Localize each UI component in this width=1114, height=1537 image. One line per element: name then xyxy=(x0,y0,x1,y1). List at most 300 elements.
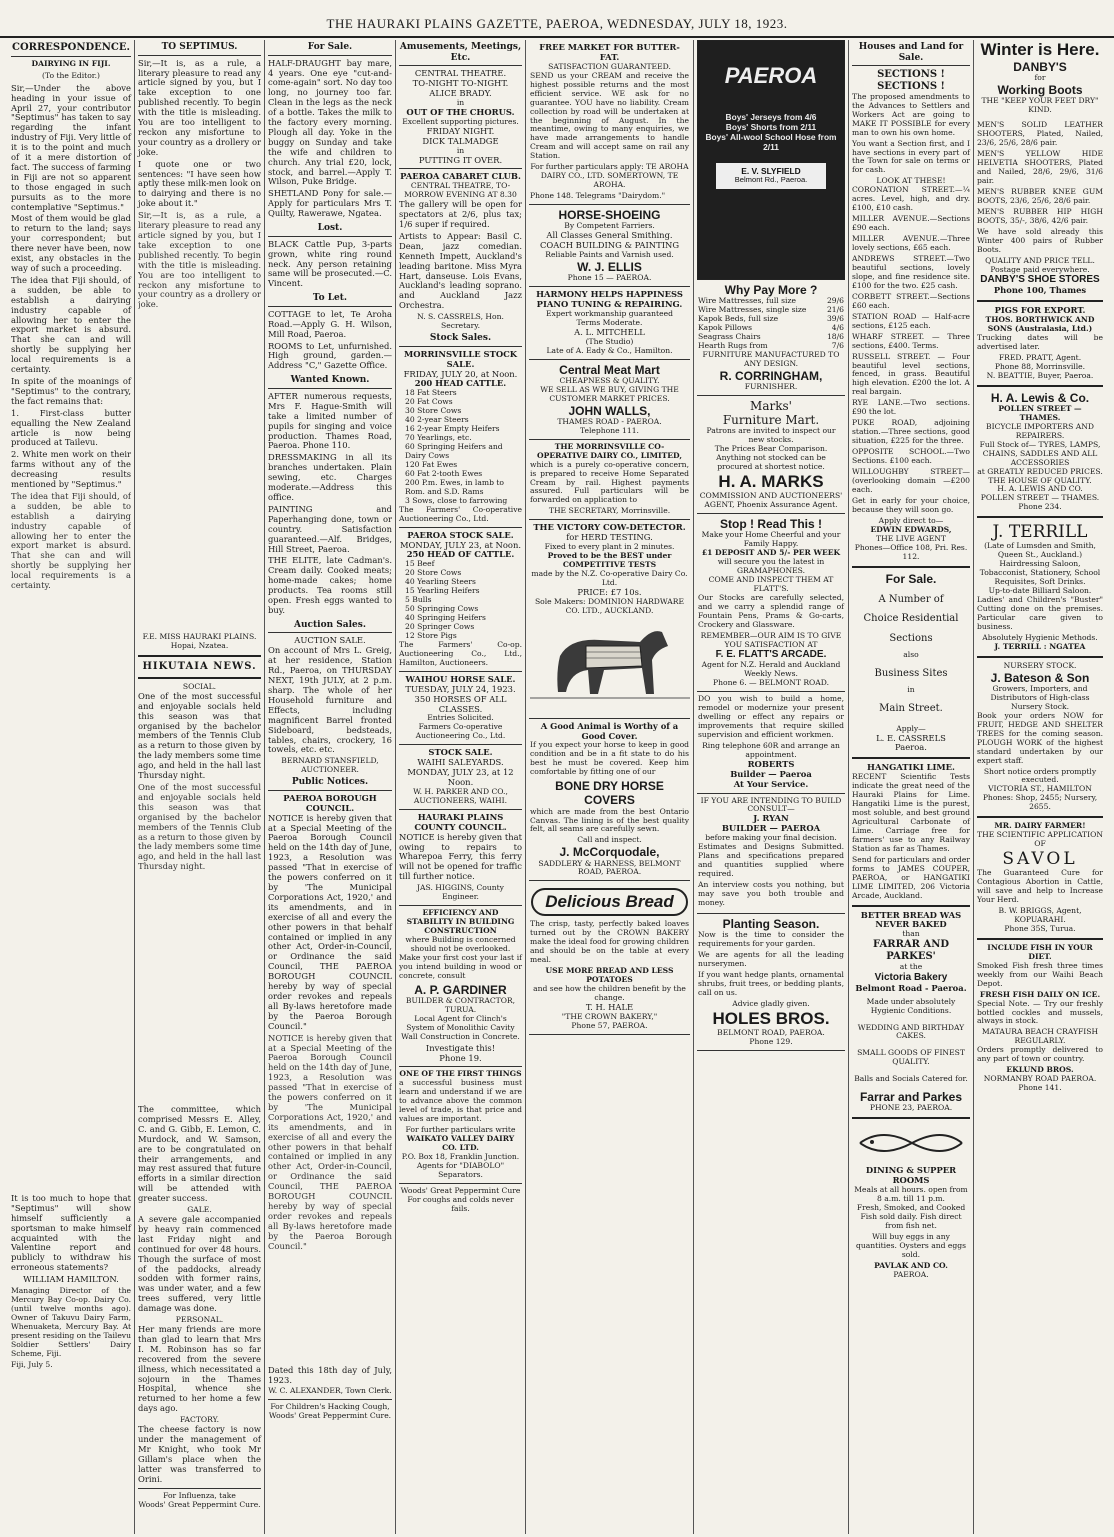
slyfield-line: Boys' Jerseys from 4/6 xyxy=(725,111,817,122)
for-sale-line: Main Street. xyxy=(879,702,943,714)
classified-ad: ROOMS to Let, unfurnished. High ground, garden.—Address "C," Gazette Office. xyxy=(268,340,392,371)
danbys-stores: DANBY'S SHOE STORES xyxy=(980,274,1100,286)
price-value: 7/6 xyxy=(831,340,844,350)
terrill-line: (Late of Lumsden and Smith, Queen St., Auckland.) xyxy=(984,541,1096,560)
dairy-farmer-title: MR. DAIRY FARMER! xyxy=(994,821,1086,831)
price-item: Kapok Beds, full size xyxy=(698,314,779,324)
piano-line: Terms Moderate. xyxy=(576,317,643,327)
ryan-text: An interview costs you nothing, but may save you both trouble and money. xyxy=(698,880,844,907)
butter-fat-text: SEND us your CREAM and receive the highest possible returns and the most efficient service. WE ask for no guarantee. YOU have no liability. Cream collection by road will be undertaken at the beginning of August. In the meantime, owing to many enquiries, we have made arrangements to handle Cream and will accept same on rail any Station. xyxy=(530,70,689,161)
pigs-text: Trucking dates will be advertised later. xyxy=(977,332,1103,351)
price-list xyxy=(698,297,844,351)
horse-sale-line: Farmers Co-operative Auctioneering Co., Ltd. xyxy=(415,722,506,741)
section-listing: ANDREWS STREET.—Two beautiful sections, lovely slope, and fine residence site. £100 for the two. £25 cash. xyxy=(852,254,970,290)
county-council-title: HAURAKI PLAINS COUNTY COUNCIL. xyxy=(414,811,507,832)
news-paragraph: One of the most successful and enjoyable socials held this season was that organised by the bachelor members of the Tennis Club as a return to those given by the lady members some time ago, and held in the hall last Thursday night. xyxy=(138,783,261,872)
call-inspect: Call and inspect. xyxy=(577,835,642,845)
better-bread-line: Made under absolutely Hygienic Conditions. xyxy=(866,996,956,1015)
price-item: Wire Mattresses, single size xyxy=(698,305,807,315)
county-notice: NOTICE is hereby given that owing to repairs to Wharepoa Ferry, this ferry will not be opened for traffic till further notice. xyxy=(399,831,522,882)
fish-line: FRESH FISH DAILY ON ICE. xyxy=(979,989,1101,999)
morrinsville-dairy-title: THE MORRINSVILLE CO-OPERATIVE DAIRY CO., LIMITED, xyxy=(537,441,682,460)
letter-paragraph: Most of them would be glad to return to the land; says your correspondent; but there never have been, now exist, any obstacles in the way of such a proceeding. xyxy=(11,213,131,274)
boot-item: MEN'S RUBBER KNEE GUM BOOTS, 23/6, 25/6, 28/6 pair. xyxy=(977,186,1103,205)
column-correspondence xyxy=(8,40,134,1534)
bateson-line: VICTORIA ST., HAMILTON xyxy=(988,784,1092,794)
list-item: 40 Yearling Steers xyxy=(405,577,476,587)
letter-paragraph: The idea that Fiji should, of a sudden, be able to establish a dairying industry capable of allowing her to enter the export market is absurd. That she can and will shortly be supplying her local requirements is a certainty. xyxy=(11,491,131,591)
dining-text: Will buy eggs in any quantities. Oysters and eggs sold. xyxy=(855,1231,967,1259)
section-listing: WHARF STREET. — Three sections, £400. Terms. xyxy=(852,331,970,350)
stock-sale-head: 200 HEAD CATTLE. xyxy=(414,378,507,389)
gardiner-line: Local Agent for Clinch's System of Monolithic Cavity Wall Construction in Concrete. xyxy=(401,1013,520,1041)
list-item: 20 Store Cows xyxy=(405,568,462,578)
ryan-line: BUILDER — PAEROA xyxy=(721,823,821,834)
horse-sale-line: Entries Solicited. xyxy=(427,713,494,723)
eklund-name: EKLUND BROS. xyxy=(1006,1065,1074,1075)
holes-bros-name: HOLES BROS. xyxy=(712,1008,830,1028)
auction-sales-heading: Auction Sales. xyxy=(268,618,392,634)
town-clerk: W. C. ALEXANDER, Town Clerk. xyxy=(268,1386,392,1396)
gardiner-line: Investigate this! xyxy=(425,1042,496,1053)
slyfield-line: Boys' All-wool School Hose from 2/11 xyxy=(705,131,837,152)
column-septimus xyxy=(134,40,264,1534)
cow-detector-line: Fixed to every plant in 2 minutes. xyxy=(544,542,675,552)
section-listing: RYE LANE.—Two sections. £90 the lot. xyxy=(852,398,970,417)
news-paragraph: The cheese factory is now under the management of Mr Knight, who took Mr Gillam's place when the latter was transferred to Orini. xyxy=(138,1424,261,1484)
sections-title: SECTIONS ! SECTIONS ! xyxy=(877,69,945,93)
horse-sale-date: TUESDAY, JULY 24, 1923. xyxy=(405,683,516,694)
notice-text: NOTICE is hereby given that at a Special Meeting of the Paeroa Borough Council held on the 14th day of June, 1923, a Resolution was passed "That in exercise of the powers conferred on it by 'The Municipal Corporations Act, 1920,' and its amendments, and in exercise of all and every the other powers in that behalf contained or implied in any other Act, Order-in-Council, or Ordinance the said Council, THE PAEROA BOROUGH COUNCIL hereby by way of special order revokes and repeals all By-laws heretofore made by the Paeroa Borough Council." xyxy=(268,1033,392,1251)
savol-name: SAVOL xyxy=(1002,849,1078,870)
farrar-parkes: FARRAR AND PARKES' xyxy=(872,939,949,963)
cow-detector-line: made by the N.Z. Co-operative Dairy Co. Ltd. xyxy=(531,569,688,587)
first-things-text: a successful business must learn and understand if we are to advance above the common level of trade, is that price and values are important. xyxy=(399,1078,522,1124)
piano-title: PIANO TUNING & REPAIRING. xyxy=(536,299,683,309)
good-animal-title: A Good Animal is Worthy of a Good Cover. xyxy=(540,720,679,741)
slyfield-address: Belmont Rd., Paeroa. xyxy=(734,175,808,185)
list-item: 3 Sows, close to farrowing xyxy=(405,495,508,505)
for-sale-title: For Sale. xyxy=(885,571,937,586)
column-boots-and-more xyxy=(973,40,1106,1534)
lewis-line: POLLEN STREET — THAMES. xyxy=(980,493,1100,503)
section-listing: CORONATION STREET.—¼ acres. Level, high, and dry. £100, £10 cash. xyxy=(852,185,970,213)
fish-text: Special Note. — Try our freshly bottled cockles and mussels, always in stock. xyxy=(977,998,1103,1026)
section-listing: RUSSELL STREET. — Four beautiful level sections, fenced, in grass. Beautiful high elevation. £200 the lot. A real bargain. xyxy=(852,351,970,397)
section-listing: STATION ROAD — Half-acre sections, £125 each. xyxy=(852,311,970,330)
stock-sale-head: 250 HEAD OF CATTLE. xyxy=(406,549,515,560)
stock-sale-date: FRIDAY, JULY 20, at Noon. xyxy=(403,368,518,379)
marks-line: The Prices Bear Comparison. xyxy=(714,444,828,454)
marks-title: Furniture Mart. xyxy=(722,413,820,428)
lewis-line: H. A. LEWIS AND CO. xyxy=(997,484,1083,494)
bakery-phone: Phone 57, PAEROA. xyxy=(571,1020,648,1030)
meat-mart-line: WE SELL AS WE BUY, GIVING THE CUSTOMER MARKET PRICES. xyxy=(540,384,679,403)
horse-illustration xyxy=(530,616,690,712)
news-paragraph: A severe gale accompanied by heavy rain commenced last Friday night and continued for over 48 hours. Though the surface of most of the paddocks, already sodden with former rains, was under water, and a few trees suffered, very little damage was done. xyxy=(138,1214,261,1314)
danbys-line: for xyxy=(1034,73,1046,83)
for-sale-line: Choice Residential xyxy=(863,613,959,625)
horse-shoeing-line: Reliable Paints and Varnish used. xyxy=(545,250,674,260)
stock-list xyxy=(399,389,522,505)
list-item: 20 Fat Cows xyxy=(405,397,453,407)
holes-bros-line: BELMONT ROAD, PAEROA. xyxy=(717,1027,825,1037)
sections-text: You want a Section first, and I have sections in every part of the Town for sale on terms or for cash. xyxy=(852,138,970,175)
john-walls-name: JOHN WALLS, xyxy=(568,403,651,418)
efficiency-line: where Building is concerned should not be overlooked. xyxy=(405,934,516,953)
list-item: 40 Springing Heifers xyxy=(405,613,486,623)
morrinsville-dairy-line: THE SECRETARY, Morrinsville. xyxy=(548,506,671,516)
pigs-line: Phone 88, Morrinsville. xyxy=(994,361,1086,371)
meat-mart-title: Central Meat Mart xyxy=(559,362,660,377)
ellis-phone: Phone 15 — PAEROA. xyxy=(567,273,652,283)
classified-ad: PAINTING and Paperhanging done, town or country. Satisfaction guaranteed.—Alf. Bridges, Hill Street, Paeroa. xyxy=(268,503,392,554)
for-sale-heading: For Sale. xyxy=(268,40,392,56)
list-item: 30 Store Cows xyxy=(405,406,462,416)
bread-line: USE MORE BREAD AND LESS POTATOES xyxy=(545,966,674,985)
waihi-line: MONDAY, JULY 23, at 12 Noon. xyxy=(407,767,514,787)
stop-read-line: REMEMBER—OUR AIM IS TO GIVE YOU SATISFACTION AT xyxy=(700,630,842,649)
theatre-line: TO-NIGHT TO-NIGHT. xyxy=(412,78,509,89)
slyfield-ad xyxy=(697,40,845,280)
bread-line: and see how the children benefit by the change. xyxy=(533,984,686,1003)
cassrels-name: L. E. CASSRELS xyxy=(876,732,946,743)
savol-text: The Guaranteed Cure for Contagious Abortion in Cattle, will save and help to Increase Your Herd. xyxy=(977,868,1103,905)
slyfield-logo: PAEROA xyxy=(724,63,818,88)
boot-item: MEN'S YELLOW HIDE HELVETIA SHOOTERS, Plated and Nailed, 28/6, 29/6, 31/6 pair. xyxy=(977,149,1103,185)
personal-heading: PERSONAL. xyxy=(175,1315,224,1325)
masthead-title: THE HAURAKI PLAINS GAZETTE, PAEROA, WEDNESDAY, JULY 18, 1923. xyxy=(326,16,788,31)
list-item: 200 P.m. Ewes, in lamb to Rom. and S.D. Rams xyxy=(405,477,504,496)
stop-read-line: will secure you the latest in GRAMAPHONES. xyxy=(717,556,825,575)
price-value: 29/6 xyxy=(826,296,844,306)
classified-ad: SHETLAND Pony for sale.—Apply for particulars Mrs T. Quilty, Rawerawe, Ngatea. xyxy=(268,188,392,219)
price-value: 4/6 xyxy=(831,323,844,333)
piano-line: Expert workmanship guaranteed xyxy=(546,308,673,318)
theatre-line: DICK TALMADGE xyxy=(422,135,499,146)
sections-text: The proposed amendments to the Advances to Settlers and Workers Act are going to MAKE IT POSSIBLE for every man to own his own home. xyxy=(852,91,970,137)
planting-text: Now is the time to consider the requirements for your garden. xyxy=(698,930,844,948)
for-sale-line: also xyxy=(903,650,919,660)
list-item: 60 Fat 2-tooth Ewes xyxy=(405,468,483,478)
builder-line: Ring telephone 60R and arrange an appointment. xyxy=(702,740,840,759)
classified-ad: DRESSMAKING in all its branches undertaken. Plain sewing, etc. Charges moderate.—Address this office. xyxy=(268,452,392,502)
corringham-line: FURNISHER. xyxy=(744,381,798,391)
section-listing: MILLER AVENUE.—Sections £90 each. xyxy=(852,214,970,233)
savol-agent: B. W. BRIGGS, Agent, KOPUARAHI. xyxy=(998,906,1082,924)
dining-line: Meals at all hours. open from 8 a.m. till 11 p.m. xyxy=(854,1185,968,1204)
eklund-phone: Phone 141. xyxy=(1018,1083,1062,1093)
price-item: Wire Mattresses, full size xyxy=(698,296,796,306)
stop-read-line: £1 DEPOSIT AND 5/- PER WEEK xyxy=(701,547,841,557)
lewis-line: POLLEN STREET — THAMES. xyxy=(998,403,1082,422)
edwards-name: EDWIN EDWARDS, xyxy=(870,524,952,534)
slyfield-line: Boys' Shorts from 2/11 xyxy=(725,121,817,132)
cabaret-title: PAEROA CABARET CLUB. xyxy=(400,171,521,182)
fish-text: Smoked Fish fresh three times weekly from our Waihi Beach Depot. xyxy=(977,960,1103,988)
meat-mart-line: THAMES ROAD - PAEROA. xyxy=(557,416,662,426)
dining-title: DINING & SUPPER ROOMS xyxy=(865,1165,957,1186)
notice-text: NOTICE is hereby given that at a Special Meeting of the Paeroa Borough Council held on the 14th day of June, 1923, a Resolution was passed "That in exercise of the powers conferred on it by 'The Municipal Corporations Act, 1920,' and its amendments, and in exercise of all and every the other powers in that behalf contained or implied in any other Act, Order-in-Council, or Ordinance the said Council, THE PAEROA BOROUGH COUNCIL hereby by way of special order revokes and repeals all By-laws heretofore made by the Paeroa Borough Council." xyxy=(268,812,392,1031)
horse-covers-title: BONE DRY HORSE COVERS xyxy=(555,779,664,808)
column-business-ads-2 xyxy=(693,40,848,1534)
waikato-valley-line: P.O. Box 18, Franklin Junction. Agents for "DIABOLO" Separators. xyxy=(401,1152,520,1179)
letter-signature: WILLIAM HAMILTON. xyxy=(23,1274,119,1285)
marks-line: Anything not stocked can be procured at shortest notice. xyxy=(716,453,826,472)
stock-sale-title: MORRINSVILLE STOCK SALE. xyxy=(403,348,518,369)
marks-name: H. A. MARKS xyxy=(718,471,824,491)
better-bread-line: Balls and Socials Catered for. xyxy=(854,1074,968,1084)
marks-title: Marks' xyxy=(750,398,792,413)
theatre-line: OUT OF THE CHORUS. xyxy=(406,106,515,117)
footer-ad: For Children's Hacking Cough, xyxy=(270,1402,390,1412)
letter-paragraph: I quote one or two sentences: "I have seen how aptly these milk-men look on to dairying and there is no joke about it." xyxy=(138,158,261,209)
for-sale-line: Sections xyxy=(889,633,933,645)
mitchell-name: A. L. MITCHELL xyxy=(574,326,645,337)
section-listing: OPPOSITE SCHOOL.—Two Sections. £100 each. xyxy=(852,447,970,466)
section-listing: CORBETT STREET.—Sections £60 each. xyxy=(852,291,970,310)
terrill-name: J. TERRILL xyxy=(992,522,1088,543)
cow-detector-line: for HERD TESTING. xyxy=(566,532,653,543)
list-item: 12 Store Pigs xyxy=(405,630,457,640)
cow-detector-line: Proved to be the BEST under COMPETITIVE TESTS xyxy=(547,551,672,570)
morrinsville-dairy-text: which is a purely co-operative concern, is prepared to receive Home Separated Cream by rail. Highest payments assured. Full particulars will be forwarded on application to xyxy=(530,459,689,505)
why-pay-more-title: Why Pay More ? xyxy=(724,283,818,297)
victoria-bakery-line: Belmont Road - Paeroa. xyxy=(855,982,967,993)
gardiner-name: A. P. GARDINER xyxy=(414,982,507,997)
sections-line: LOOK AT THESE! xyxy=(876,176,946,186)
list-item: 50 Springing Cows xyxy=(405,604,479,614)
efficiency-title: EFFICIENCY AND STABILITY IN BUILDING CONSTRUCTION xyxy=(406,908,515,935)
correspondence-heading: CORRESPONDENCE. xyxy=(11,40,131,57)
column-business-ads-1 xyxy=(525,40,693,1534)
news-paragraph: The committee, which comprised Messrs E. Alley, C. and G. Gibb, E. Lemon, C. Murdock, and W. Samson, are to be congratulated on their arrangements, and may rest assured that future efforts in a similar direction will be attended with greater success. xyxy=(138,1104,261,1204)
list-item: 120 Fat Ewes xyxy=(405,459,458,469)
price-item: Kapok Pillows xyxy=(698,323,753,333)
cassrels-line: Paeroa. xyxy=(895,742,927,753)
column-classifieds xyxy=(264,40,395,1534)
fish-title: INCLUDE FISH IN YOUR DIET. xyxy=(987,942,1093,961)
eklund-line: NORMANBY ROAD PAEROA. xyxy=(983,1074,1097,1084)
boot-item: MEN'S SOLID LEATHER SHOOTERS, Plated, Nailed, 23/6, 25/6, 28/6 pair. xyxy=(977,120,1103,148)
pigs-line: N. BEATTIE, Buyer, Paeroa. xyxy=(986,370,1094,380)
stop-read-text: Our Stocks are carefully selected, and we carry a splendid range of Fountain Pens, Prams & Go-carts, Crockery and Glassware. xyxy=(698,592,844,629)
classified-ad: HALF-DRAUGHT bay mare, 4 years. One eye "cut-and-come-again" sort. No day too long, no journey too far. Clean in the legs as the neck of a bottle. Takes the milk to the factory every morning. Plough all day. Yoke in the buggy on Sunday and take the wife and children to church. Any trial £20, lock, stock, and barrel.—Apply T. Wilson, Puke Bridge. xyxy=(268,57,392,187)
social-heading: SOCIAL. xyxy=(182,681,217,691)
letter-paragraph: Sir,—It is, as a rule, a literary pleasure to read any article signed by you, but I take exception to one published recently. To begin with the title is misleading. You are too intelligent to reckon any misfortune to your country as a drollery or joke. xyxy=(138,211,261,310)
for-sale-line: Apply— xyxy=(896,723,926,733)
butter-fat-phone: Phone 148. Telegrams "Dairydom." xyxy=(530,191,666,201)
for-sale-line: Business Sites xyxy=(874,668,948,680)
builder-text: DO you wish to build a home, remodel or modernize your present dwelling or effect any repairs or improvements that require skilled supervision and efficient workmen. xyxy=(698,694,844,739)
letter-paragraph: Sir,—It is, as a rule, a literary pleasure to read any article signed by you, but I take exception to one published recently. To begin with the title is misleading. You are too intelligent to reckon any misfortune to your country as a drollery or joke. xyxy=(138,57,261,157)
lewis-phone: Phone 234. xyxy=(1018,502,1062,512)
pigs-line: FRED. PRATT, Agent. xyxy=(998,352,1082,362)
lewis-line: BICYCLE IMPORTERS AND REPAIRERS. xyxy=(986,421,1094,440)
planting-season-title: Planting Season. xyxy=(722,916,820,931)
crown-bakery: "THE CROWN BAKERY," xyxy=(561,1011,658,1021)
stock-auctioneer: The Farmers' Co-operative Auctioneering Co., Ltd. xyxy=(399,504,522,523)
better-bread-line: WEDDING AND BIRTHDAY CAKES. xyxy=(857,1022,965,1041)
gardiner-line: BUILDER & CONTRACTOR, TURUA. xyxy=(405,995,516,1014)
danbys-line: THE "KEEP YOUR FEET DRY" KIND. xyxy=(981,96,1099,115)
lewis-line: Full Stock of— TYRES, LAMPS, CHAINS, SADDLES AND ALL ACCESSORIES xyxy=(979,439,1101,467)
cabaret-line: CENTRAL THEATRE, TO-MORROW EVENING AT 8.30 xyxy=(404,181,517,200)
letter-paragraph: In spite of the moanings of "Septimus" to the contrary, the fact remains that: xyxy=(11,375,131,406)
farrar-parkes-name: Farrar and Parkes xyxy=(859,1090,963,1105)
waihi-line: WAIHI SALEYARDS. xyxy=(417,757,504,768)
waihi-line: W. H. PARKER AND CO., AUCTIONEERS, WAIHI. xyxy=(413,786,508,805)
price-item: Hearth Rugs from xyxy=(698,340,768,350)
roberts-line: At Your Service. xyxy=(733,778,809,789)
cabaret-line: Artists to Appear: Basil C. Dean, jazz comedian. Kenneth Impett, Auckland's leading baritone. Miss Myra Hart, danseuse. Lois Evans, Auckland's leading soprano. and Auckland Jazz Orchestra. xyxy=(399,230,522,311)
lost-heading: Lost. xyxy=(268,221,392,237)
lewis-line: at GREATLY REDUCED PRICES. xyxy=(977,466,1103,476)
roberts-name: ROBERTS xyxy=(747,758,795,769)
stop-read-title: Stop ! Read This ! xyxy=(720,516,822,531)
footer-ad: Woods' Great Peppermint Cure. xyxy=(268,1411,392,1421)
sections-list xyxy=(852,186,970,495)
boot-item: MEN'S RUBBER HIP HIGH BOOTS, 35/-, 38/6, 42/6 pair. xyxy=(977,206,1103,225)
planting-text: We are agents for all the leading nurserymen. xyxy=(698,949,844,968)
horse-covers-text: which are made from the best Ontario Canvas. The lining is of the best quality felt, all seams are carefully sewn. xyxy=(530,806,689,834)
danbys-phone: Phone 100, Thames xyxy=(993,285,1087,296)
meat-mart-phone: Telephone 111. xyxy=(580,425,639,435)
stop-read-line: Make your Home Cheerful and your Family Happy. xyxy=(701,530,841,549)
classified-ad: COTTAGE to let, Te Aroha Road.—Apply G. H. Wilson, Mill Road, Paeroa. xyxy=(268,308,392,339)
winter-title: Winter is Here. xyxy=(980,40,1100,59)
marks-line: Patrons are invited to inspect our new stocks. xyxy=(706,426,836,445)
stock-sale-date: MONDAY, JULY 23, at Noon. xyxy=(399,539,522,550)
letter-paragraph: 1. First-class butter equalling the New Zealand article is now being produced at Tailevu. xyxy=(11,407,131,448)
gardiner-phone: Phone 19. xyxy=(439,1052,482,1063)
danbys-line: Postage paid everywhere. xyxy=(990,264,1090,274)
waihi-title: STOCK SALE. xyxy=(428,747,493,758)
stock-list xyxy=(399,560,522,641)
list-item: 16 2-year Empty Heifers xyxy=(405,424,500,434)
septimus-heading: TO SEPTIMUS. xyxy=(138,40,261,56)
news-paragraph: Her many friends are more than glad to learn that Mrs I. M. Robinson has so far recovered from the severe illness, which necessitated a sojourn in the Thames Hospital, whence she returned to her home a few days ago. xyxy=(138,1324,261,1414)
list-item: 20 Springer Cows xyxy=(405,622,475,632)
roberts-line: Builder — Paeroa xyxy=(730,768,812,779)
stop-read-line: COME AND INSPECT THEM AT FLATT'S. xyxy=(708,574,834,593)
working-boots: Working Boots xyxy=(997,83,1083,98)
nursery-heading: NURSERY STOCK. xyxy=(1003,660,1077,670)
gale-heading: GALE. xyxy=(187,1205,212,1215)
price-value: 39/6 xyxy=(826,314,844,324)
pavlak-name: PAVLAK AND CO. xyxy=(874,1260,948,1270)
fish-line: MATAURA BEACH CRAYFISH REGULARLY. xyxy=(981,1027,1099,1046)
hale-name: T. H. HALE xyxy=(585,1002,634,1013)
planting-text: If you want hedge plants, ornamental shrubs, fruit trees, or bedding plants, call on us. xyxy=(698,969,844,997)
amusements-heading: Amusements, Meetings, Etc. xyxy=(399,40,522,66)
pigs-line: THOS. BORTHWICK AND SONS (Australasia, Ltd.) xyxy=(985,315,1095,334)
harmony-title: HARMONY HELPS HAPPINESS xyxy=(536,289,683,300)
to-let-heading: To Let. xyxy=(268,291,392,307)
mccorquodale-line: SADDLERY & HARNESS, BELMONT ROAD, PAEROA. xyxy=(538,858,681,877)
cow-detector-title: THE VICTORY COW-DETECTOR. xyxy=(533,522,686,533)
bread-text: The crisp, tasty, perfectly baked loaves turned out by the CROWN BAKERY make the ideal food for growing children and should be on the table at every meal. xyxy=(530,919,689,965)
mitchell-line: (The Studio) xyxy=(585,336,634,346)
list-item: 5 Bulls xyxy=(405,595,432,605)
theatre-line: in xyxy=(456,145,465,155)
bateson-line: Growers, Importers, and Distributors of High-class Nursery Stock. xyxy=(990,683,1090,711)
cabaret-secretary: N. S. CASSRELS, Hon. Secretary. xyxy=(417,312,504,331)
lewis-line: THE HOUSE OF QUALITY. xyxy=(988,475,1092,485)
newspaper-page xyxy=(8,40,1106,1534)
theatre-line: PUTTING IT OVER. xyxy=(418,154,503,165)
for-sale-line: A Number of xyxy=(878,593,944,605)
lewis-name: H. A. Lewis & Co. xyxy=(990,390,1090,405)
ellis-name: W. J. ELLIS xyxy=(577,259,642,274)
cow-detector-price: PRICE: £7 10s. xyxy=(577,586,642,597)
footer-ad: Woods' Great Peppermint Cure xyxy=(400,1185,521,1195)
better-bread-title: BETTER BREAD WAS NEVER BAKED xyxy=(860,909,962,930)
factory-heading: FACTORY. xyxy=(179,1415,220,1425)
auctioneer: BERNARD STANSFIELD, AUCTIONEER. xyxy=(281,756,379,775)
butter-fat-title: FREE MARKET FOR BUTTER-FAT. xyxy=(539,42,680,62)
letter-signature-details: Managing Director of the Mercury Bay Co-op. Dairy Co. (until twelve months ago). Owner of Takuvu Dairy Farm, Whenuaketa, Mercury Bay. At present residing on the Tailevu Soldier Settlers' Dairy Scheme, Fiji. xyxy=(11,1286,131,1358)
masthead xyxy=(0,0,1114,38)
column-houses-land xyxy=(848,40,973,1534)
horse-shoeing-title: HORSE-SHOEING xyxy=(558,208,661,223)
wanted-known-heading: Wanted Known. xyxy=(268,373,392,389)
letter-paragraph: It is too much to hope that "Septimus" will show himself sufficiently a sportsman to make himself acquainted with the Valentine report and publicly to withdraw his erroneous statements? xyxy=(11,1192,131,1273)
danbys-line: QUALITY AND PRICE TELL. xyxy=(985,255,1095,265)
victoria-bakery: Victoria Bakery xyxy=(874,971,948,983)
ryan-line: IF YOU ARE INTENDING TO BUILD CONSULT— xyxy=(700,795,842,814)
horse-sale-head: 350 HORSES OF ALL CLASSES. xyxy=(414,693,507,714)
corringham-name: R. CORRINGHAM, xyxy=(719,368,823,383)
letter-paragraph: The idea that Fiji should, of a sudden, be able to establish a dairying industry capable of allowing her to enter the export market is absurd. That she can and will shortly be supplying her local requirements is a certainty. xyxy=(11,274,131,375)
bateson-name: J. Bateson & Son xyxy=(990,670,1090,685)
cabaret-line: The gallery will be open for spectators at 2/6, plus tax; 1/6 super if required. xyxy=(399,199,522,230)
theatre-line: FRIDAY NIGHT. xyxy=(426,125,495,136)
letter-date: Fiji, July 5. xyxy=(11,1359,53,1369)
planting-line: Advice gladly given. xyxy=(732,998,810,1008)
theatre-name: CENTRAL THEATRE. xyxy=(414,68,507,79)
letter-paragraph: Sir,—Under the above heading in your issue of April 27, your contributor "Septimus" has taken to say regarding the infant industry of Fiji. Very little of it is to the point and much of it a mere distortion of fact. The success of farming in Fiji are not so apparent to those engaged in such pursuits as to the more contemplative "Septimus." xyxy=(11,82,131,212)
ryan-line: before making your final decision. xyxy=(705,833,837,843)
hangatiki-text: RECENT Scientific Tests indicate the great need of the Hauraki Plains for Lime. Hangatiki Lime is the purest, most soluble, and best ground Agricultural Carbonate of Lime. Carriage free for farmers' use to any Railway Station as far as Thames. xyxy=(852,772,970,853)
flatt-name: F. E. FLATT'S ARCADE. xyxy=(715,649,827,661)
first-things-line: For further particulars write xyxy=(405,1125,516,1135)
terrill-line: Absolutely Hygienic Methods. xyxy=(982,632,1098,642)
cow-detector-maker: Sole Makers: DOMINION HARDWARE CO. LTD., AUCKLAND. xyxy=(534,596,685,615)
boot-item: We have sold already this Winter 400 pairs of Rubber Boots. xyxy=(977,226,1103,254)
price-item: Seagrass Chairs xyxy=(698,331,761,341)
flatt-line: Agent for N.Z. Herald and Auckland Weekly News. xyxy=(701,660,841,679)
terrill-line: Up-to-date Billiard Saloon. xyxy=(988,586,1092,596)
furniture-line: FURNITURE MANUFACTURED TO ANY DESIGN. xyxy=(702,349,840,368)
correspondence-subheading: DAIRYING IN FIJI. xyxy=(31,58,111,68)
pavlak-line: PAEROA. xyxy=(893,1269,929,1279)
terrill-text: Ladies' and Children's "Buster" Cutting done on the premises. Particular care given to business. xyxy=(977,595,1103,631)
dining-text: Fresh, Smoked, and Cooked Fish sold daily. Fish direct from fish net. xyxy=(856,1203,966,1230)
houses-land-heading: Houses and Land for Sale. xyxy=(852,40,970,66)
list-item: 18 Fat Steers xyxy=(405,388,457,398)
fish-logo-icon xyxy=(852,1123,970,1163)
notice-title: PAEROA BOROUGH COUNCIL. xyxy=(283,792,377,813)
butter-fat-line: SATISFACTION GUARANTEED. xyxy=(548,61,671,71)
for-sale-line: in xyxy=(907,684,915,694)
horse-sale-title: WAIHOU HORSE SALE. xyxy=(405,673,516,684)
edwards-phone: Phones—Office 108, Pri. Res. 112. xyxy=(854,542,968,561)
first-things-title: ONE OF THE FIRST THINGS xyxy=(399,1069,522,1079)
price-value: 21/6 xyxy=(826,305,844,315)
column-amusements xyxy=(395,40,525,1534)
efficiency-line: Make your first cost your last if you intend building in wood or concrete, consult xyxy=(399,952,522,980)
